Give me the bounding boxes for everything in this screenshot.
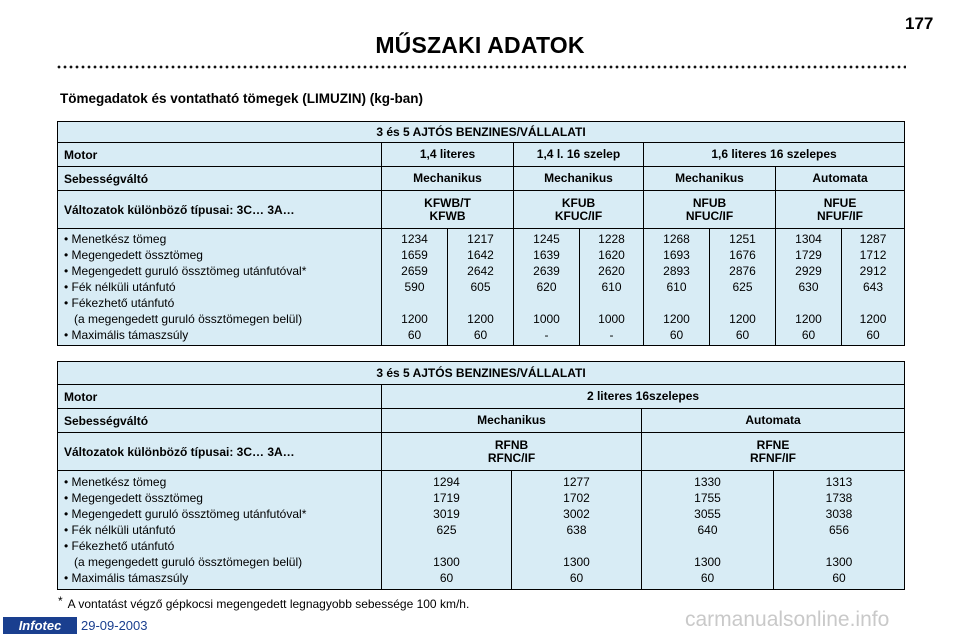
item-list <box>58 229 382 346</box>
variant-cell: NFUE NFUF/IF <box>776 191 905 229</box>
motor-cell: 1,4 literes <box>382 143 514 167</box>
variant-cell: NFUB NFUC/IF <box>644 191 776 229</box>
gearbox-cell: Mechanikus <box>382 167 514 191</box>
variant-cell: RFNE RFNF/IF <box>642 433 905 471</box>
list-item: • Fék nélküli utánfutó <box>64 523 176 537</box>
item-list <box>58 471 382 590</box>
gearbox-cell: Automata <box>776 167 905 191</box>
value-column: 1245 1639 2639 620 1000 - <box>514 229 580 346</box>
footnote-text: A vontatást végző gépkocsi megengedett legnagyobb sebessége 100 km/h. <box>67 597 470 611</box>
gearbox-label: Sebességváltó <box>58 409 382 433</box>
weights-table-1 <box>57 121 905 346</box>
list-item: • Fék nélküli utánfutó <box>64 280 176 294</box>
gearbox-cell: Mechanikus <box>382 409 642 433</box>
value-column: 1268 1693 2893 610 1200 60 <box>644 229 710 346</box>
list-item: • Megengedett guruló össztömeg utánfutóval* <box>64 264 307 278</box>
value-column: 1287 1712 2912 643 1200 60 <box>842 229 905 346</box>
gearbox-cell: Mechanikus <box>514 167 644 191</box>
list-item: • Megengedett össztömeg <box>64 248 203 262</box>
infotec-logo: Infotec <box>3 617 77 634</box>
motor-cell: 1,4 l. 16 szelep <box>514 143 644 167</box>
list-item: • Megengedett guruló össztömeg utánfutóval* <box>64 507 307 521</box>
page-number: 177 <box>905 14 934 33</box>
list-item: • Menetkész tömeg <box>64 475 167 489</box>
variant-cell: KFUB KFUC/IF <box>514 191 644 229</box>
value-column: 1228 1620 2620 610 1000 - <box>580 229 644 346</box>
variants-label: Változatok különböző típusai: 3C… 3A… <box>58 433 382 471</box>
list-item: • Menetkész tömeg <box>64 232 167 246</box>
motor-cell: 2 literes 16szelepes <box>382 385 905 409</box>
list-item: • Fékezhető utánfutó (a megengedett guruló össztömegen belül) <box>64 539 303 569</box>
value-column: 1313 1738 3038 656 1300 60 <box>774 471 905 590</box>
page-title: MŰSZAKI ADATOK <box>375 32 585 58</box>
value-column: 1304 1729 2929 630 1200 60 <box>776 229 842 346</box>
variant-cell: RFNB RFNC/IF <box>382 433 642 471</box>
list-item: • Maximális támaszsúly <box>64 328 189 342</box>
value-column: 1234 1659 2659 590 1200 60 <box>382 229 448 346</box>
section-subtitle: Tömegadatok és vontatható tömegek (LIMUZIN) (kg-ban) <box>60 91 424 106</box>
weights-table-2 <box>57 361 905 590</box>
value-column: 1277 1702 3002 638 1300 60 <box>512 471 642 590</box>
watermark: carmanualsonline.info <box>685 608 890 631</box>
footnote-star: * <box>58 594 63 608</box>
dotted-divider <box>56 64 906 70</box>
value-column: 1294 1719 3019 625 1300 60 <box>382 471 512 590</box>
variant-cell: KFWB/T KFWB <box>382 191 514 229</box>
footnote <box>58 594 470 611</box>
list-item: • Fékezhető utánfutó (a megengedett guruló össztömegen belül) <box>64 296 303 326</box>
table-header: 3 és 5 AJTÓS BENZINES/VÁLLALATI <box>58 122 905 143</box>
motor-label: Motor <box>58 143 382 167</box>
motor-cell: 1,6 literes 16 szelepes <box>644 143 905 167</box>
value-column: 1217 1642 2642 605 1200 60 <box>448 229 514 346</box>
list-item: • Megengedett össztömeg <box>64 491 203 505</box>
footer-date: 29-09-2003 <box>81 618 148 633</box>
motor-label: Motor <box>58 385 382 409</box>
gearbox-label: Sebességváltó <box>58 167 382 191</box>
gearbox-cell: Automata <box>642 409 905 433</box>
list-item: • Maximális támaszsúly <box>64 571 189 585</box>
gearbox-cell: Mechanikus <box>644 167 776 191</box>
table-header: 3 és 5 AJTÓS BENZINES/VÁLLALATI <box>58 362 905 385</box>
value-column: 1330 1755 3055 640 1300 60 <box>642 471 774 590</box>
value-column: 1251 1676 2876 625 1200 60 <box>710 229 776 346</box>
variants-label: Változatok különböző típusai: 3C… 3A… <box>58 191 382 229</box>
